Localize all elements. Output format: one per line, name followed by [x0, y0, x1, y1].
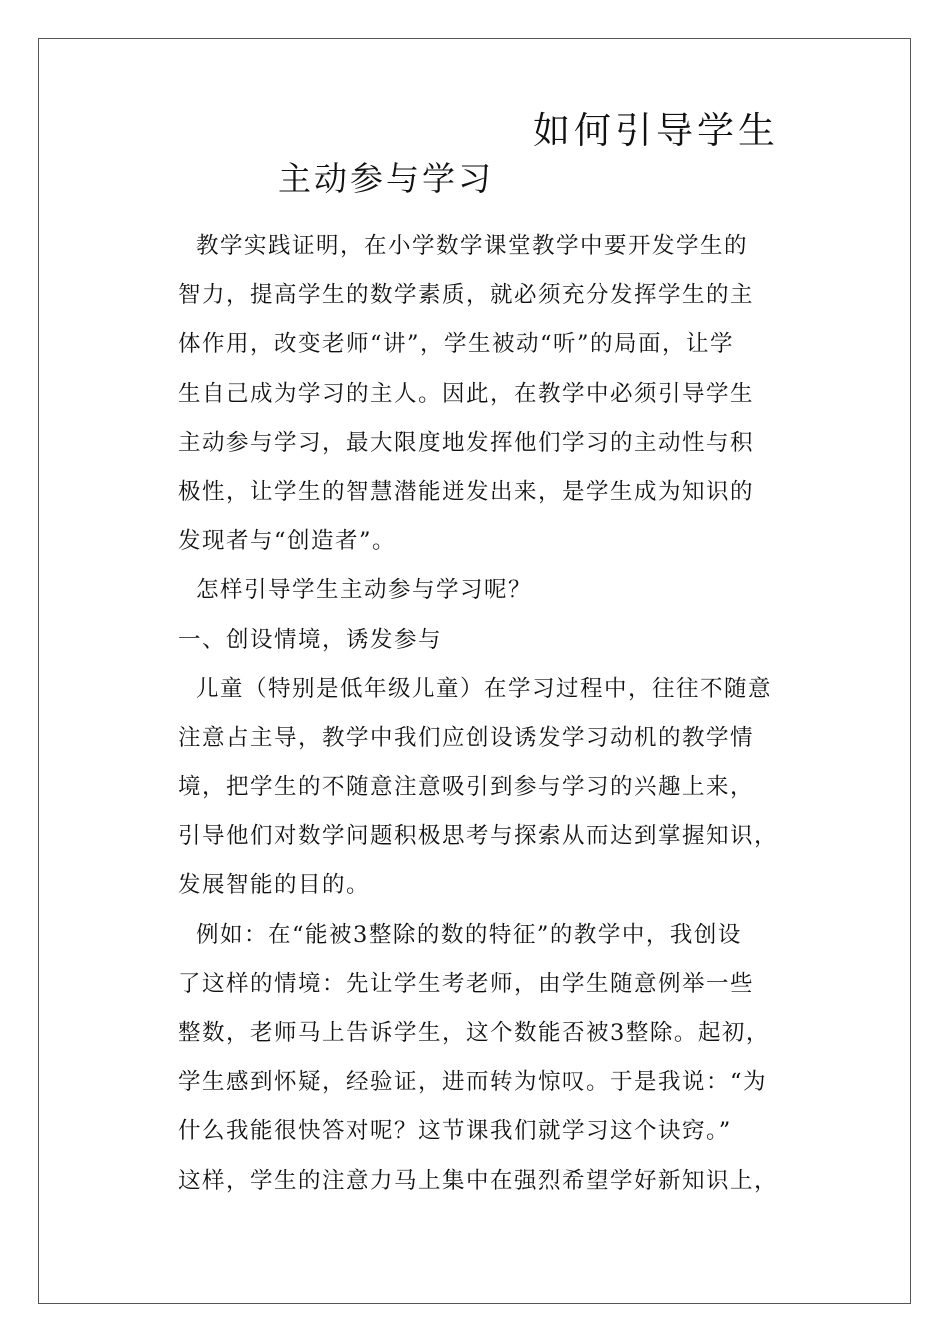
text-line: 极性，让学生的智慧潜能迸发出来，是学生成为知识的: [178, 478, 755, 505]
text-line: 这样，学生的注意力马上集中在强烈希望学好新知识上，: [178, 1167, 779, 1194]
text-line: 怎样引导学生主动参与学习呢？: [196, 577, 533, 604]
text-line: 了这样的情境：先让学生考老师，由学生随意例举一些: [178, 970, 755, 997]
text-line: 学生感到怀疑，经验证，进而转为惊叹。于是我说：“为: [178, 1069, 768, 1096]
text-line: 生自己成为学习的主人。因此，在教学中必须引导学生: [178, 380, 755, 407]
text-line: 境，把学生的不随意注意吸引到参与学习的兴趣上来，: [178, 774, 755, 801]
text-line: 体作用，改变老师“讲”，学生被动“听”的局面，让学: [178, 331, 735, 358]
text-line: 一、创设情境，诱发参与: [178, 626, 443, 653]
text-line: 注意占主导，教学中我们应创设诱发学习动机的教学情: [178, 724, 755, 751]
text-line: 儿童（特别是低年级儿童）在学习过程中，往往不随意: [196, 675, 773, 702]
text-line: 主动参与学习，最大限度地发挥他们学习的主动性与积: [178, 429, 755, 456]
page-title-line-1: 如何引导学生: [533, 109, 779, 152]
text-line: 什么我能很快答对呢？这节课我们就学习这个诀窍。”: [178, 1118, 732, 1145]
text-line: 教学实践证明，在小学数学课堂教学中要开发学生的: [196, 233, 749, 259]
text-line: 整数，老师马上告诉学生，这个数能否被3整除。起初，: [178, 1020, 770, 1046]
body-text: [178, 222, 803, 1206]
text-line: 例如：在“能被3整除的数的特征”的教学中，我创设: [196, 921, 742, 948]
page-title-line-2: 主动参与学习: [278, 159, 494, 198]
text-line: 引导他们对数学问题积极思考与探索从而达到掌握知识，: [178, 823, 779, 850]
text-line: 发现者与“创造者”。: [178, 528, 397, 555]
text-line: 智力，提高学生的数学素质，就必须充分发挥学生的主: [178, 282, 755, 309]
text-line: 发展智能的目的。: [178, 872, 371, 899]
